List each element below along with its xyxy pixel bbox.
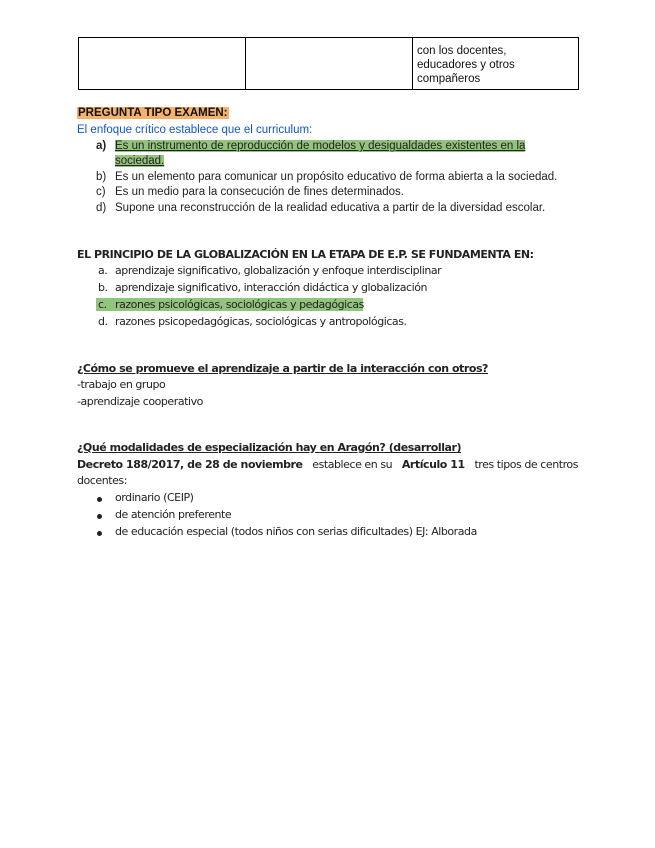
option-marker-b: b) (96, 171, 107, 183)
option-marker-d: d) (96, 202, 107, 214)
globalization-marker-d: d. (98, 315, 108, 328)
option-marker-a: a) (96, 140, 107, 152)
globalization-option-b: aprendizaje significativo, interacción didáctica y globalización (115, 281, 428, 294)
bullet-dot (97, 531, 102, 536)
option-b-text: Es un elemento para comunicar un propósito educativo de forma abierta a la sociedad. (115, 171, 558, 183)
option-c-text: Es un medio para la consecución de fines determinados. (115, 186, 404, 198)
option-d-text: Supone una reconstrucción de la realidad educativa a partir de la diversidad escolar. (115, 202, 546, 214)
table-cell-text-line: educadores y otros (417, 59, 515, 71)
globalization-option-c-row (96, 298, 363, 311)
option-a-line-1 (115, 140, 525, 152)
exam-question-title: PREGUNTA TIPO EXAMEN: (78, 107, 228, 119)
interaction-item-2: -aprendizaje cooperativo (77, 395, 203, 408)
exam-question-heading (77, 107, 229, 119)
exam-question-text: El enfoque crítico establece que el curriculum: (77, 124, 313, 136)
top-table (78, 37, 579, 90)
globalization-marker-a: a. (98, 264, 108, 277)
decree-tail: tres tipos de centros (474, 458, 578, 471)
decree-name: Decreto 188/2017, de 28 de noviembre (77, 458, 303, 471)
globalization-marker-c: c. (98, 298, 107, 311)
option-a-line-2 (115, 155, 164, 167)
interaction-heading: ¿Cómo se promueve el aprendizaje a partir de la interacción con otros? (77, 362, 488, 375)
option-a-text-cont: sociedad. (115, 155, 165, 167)
bullet-dot (97, 514, 102, 519)
globalization-option-c: razones psicológicas, sociológicas y pedagógicas (115, 298, 364, 311)
table-cell-3 (413, 38, 579, 90)
option-a-text: Es un instrumento de reproducción de modelos y desigualdades existentes en la (115, 140, 526, 152)
decree-line (77, 458, 578, 471)
interaction-item-1: -trabajo en grupo (77, 378, 166, 391)
center-type-3: de educación especial (todos niños con serias dificultades) EJ: Alborada (115, 525, 477, 538)
table-cell-text-line: con los docentes, (417, 45, 507, 57)
table-row (79, 38, 579, 90)
decree-line-2: docentes: (77, 474, 127, 487)
aragon-heading: ¿Qué modalidades de especialización hay en Aragón? (desarrollar) (77, 441, 462, 454)
globalization-option-d: razones psicopedagógicas, sociológicas y antropológicas. (115, 315, 407, 328)
globalization-marker-b: b. (98, 281, 108, 294)
table-cell-1 (79, 38, 246, 90)
option-marker-c: c) (96, 186, 106, 198)
globalization-heading: EL PRINCIPIO DE LA GLOBALIZACIÓN EN LA ETAPA DE E.P. SE FUNDAMENTA EN: (77, 248, 534, 261)
decree-mid: establece en su (312, 458, 393, 471)
globalization-option-a: aprendizaje significativo, globalización y enfoque interdisciplinar (115, 264, 442, 277)
bullet-dot (97, 497, 102, 502)
center-type-1: ordinario (CEIP) (115, 491, 194, 504)
table-cell-text-line: compañeros (417, 73, 481, 85)
table-cell-2 (246, 38, 413, 90)
decree-article: Artículo 11 (401, 458, 465, 471)
center-type-2: de atención preferente (115, 508, 232, 521)
